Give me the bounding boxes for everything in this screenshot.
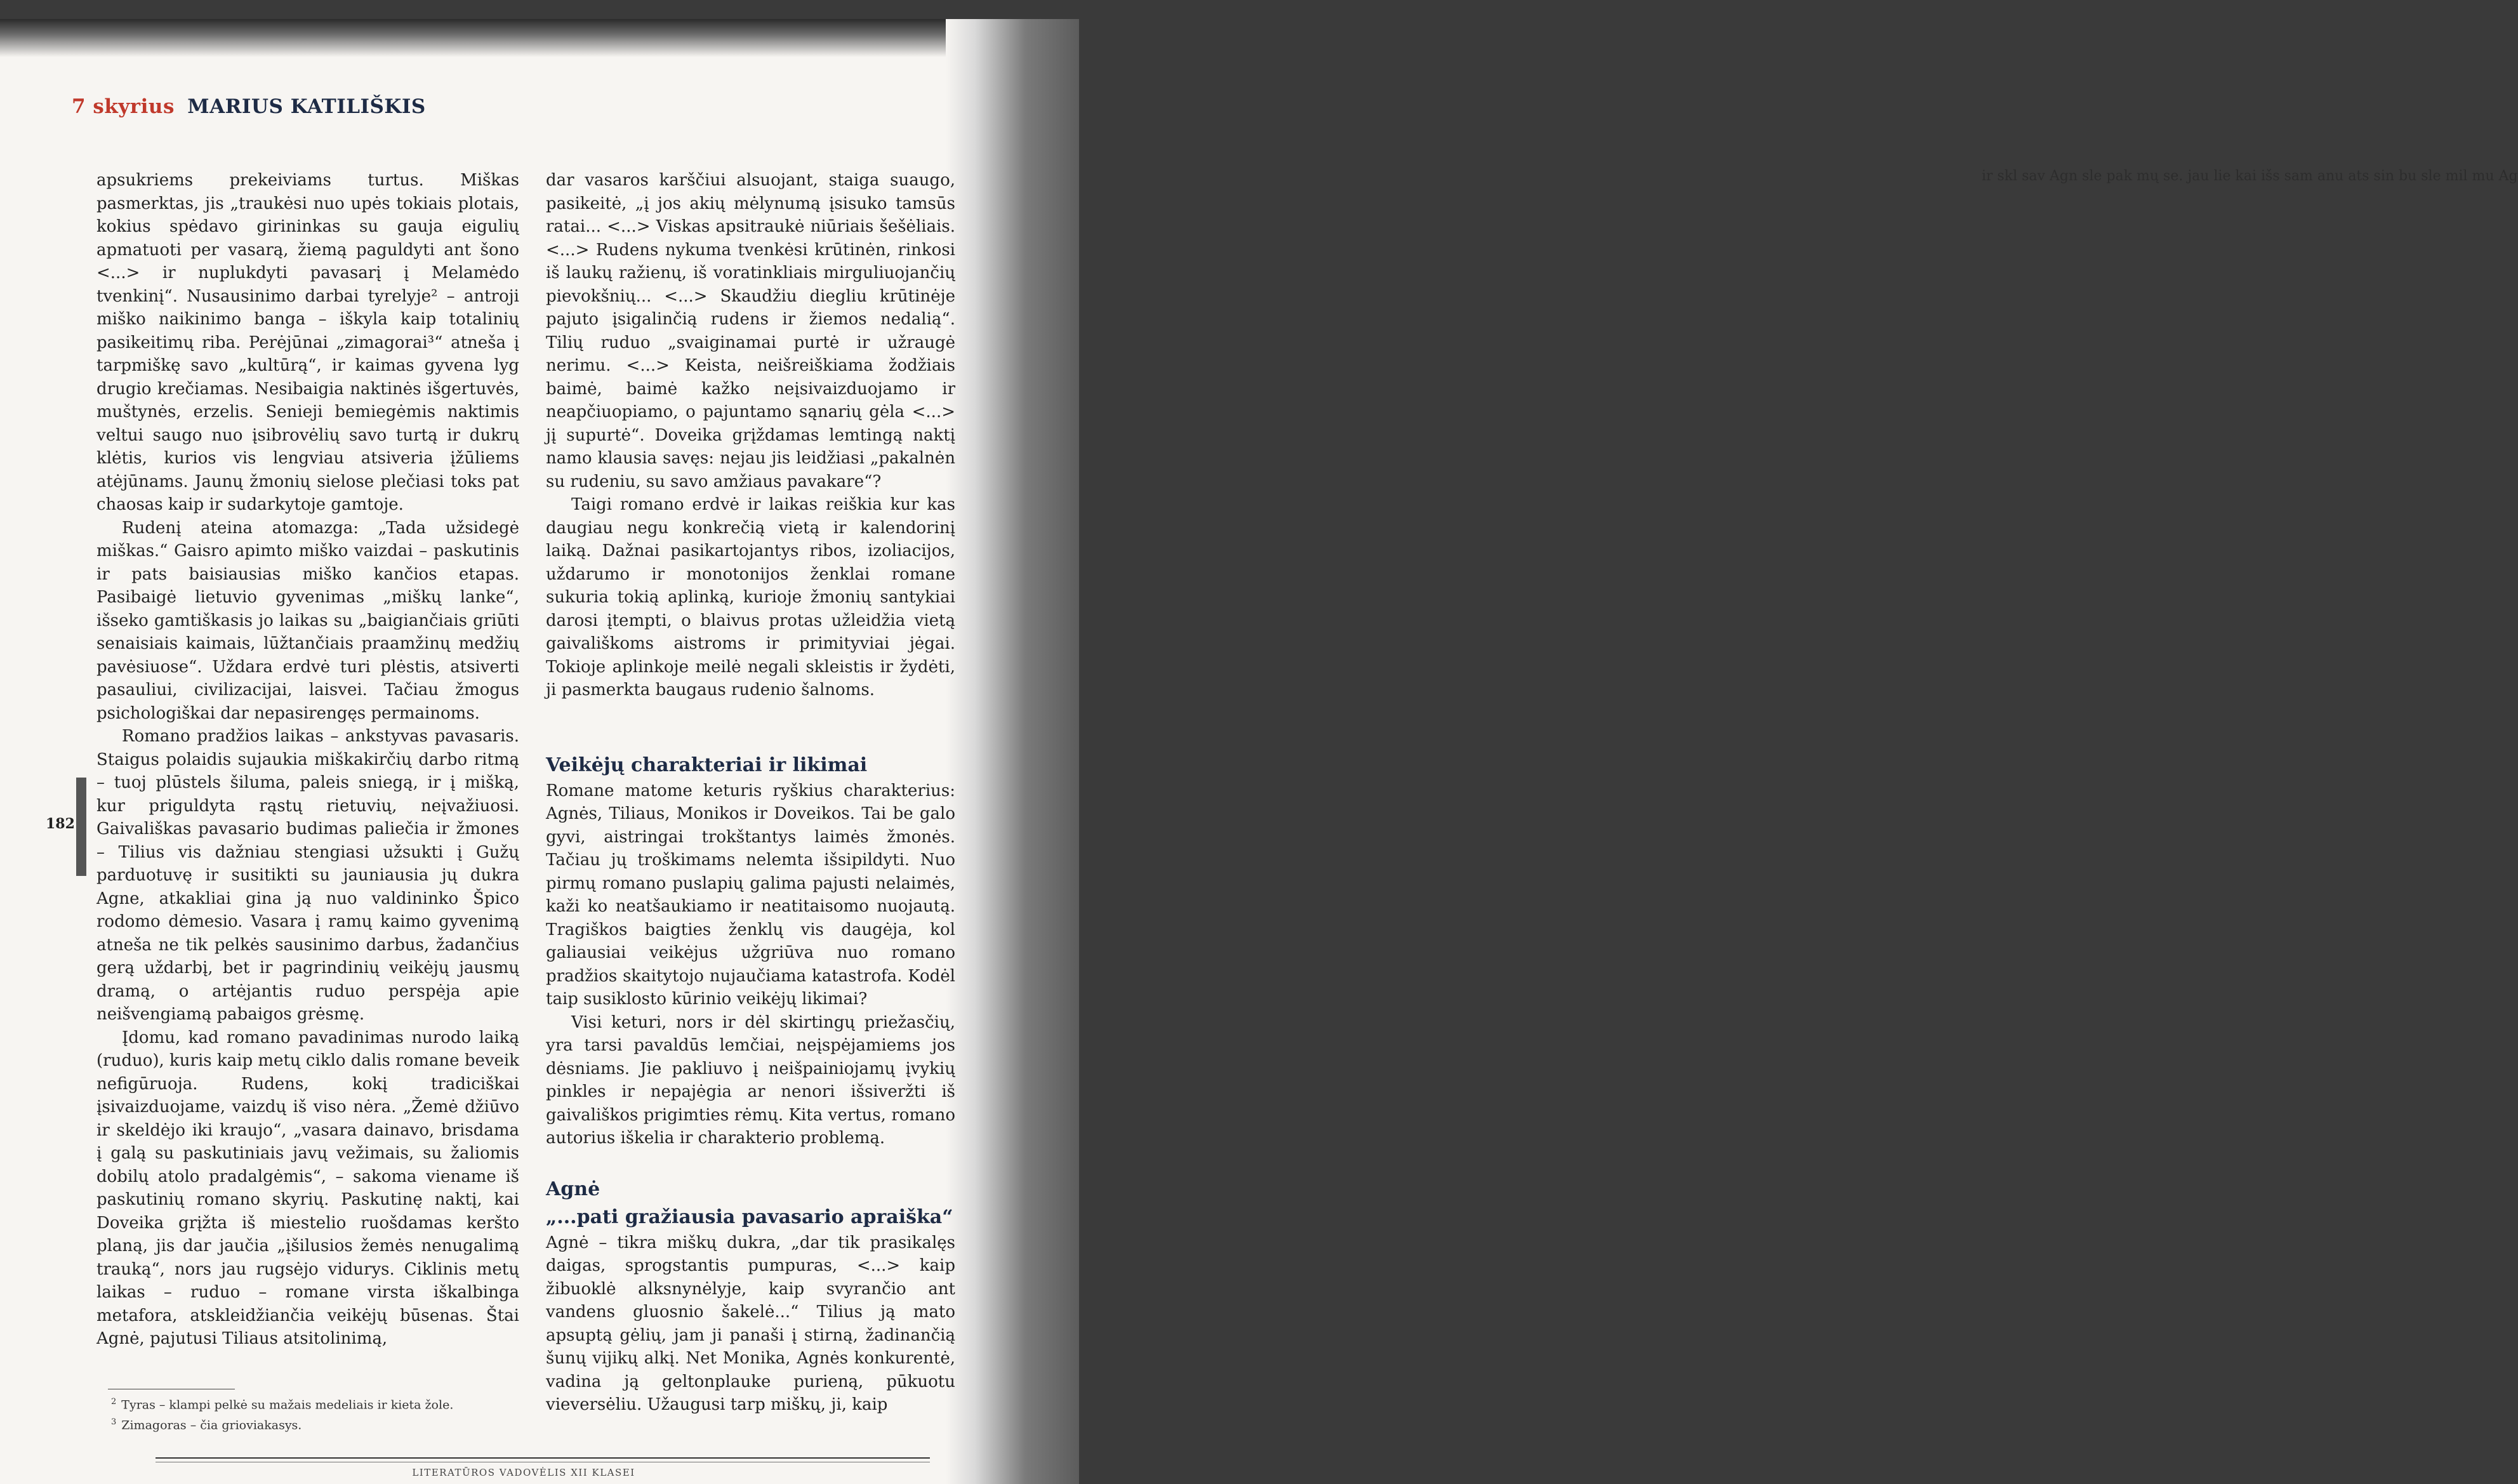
section-heading: Agnė <box>546 1177 600 1200</box>
page-number: 182 <box>46 816 75 832</box>
footnotes <box>111 1393 453 1434</box>
body-paragraph: apsukriems prekeiviams turtus. Miškas pasmerktas, jis „traukėsi nuo upės tokiais plotais, kokius spėdavo girininkas su gauja eigulių apmatuoti per vasarą, žiemą paguldyti ant šono <...> ir nuplukdyti pavasarį į Melamėdo tvenkinį“. Nusausinimo darbai tyrelyje² – antroji miško naikinimo banga – iškyla kaip totalinių pasikeitimų riba. Perėjūnai „zimagorai³“ atneša į tarpmiškę savo „kultūrą“, ir kaimas gyvena lyg drugio krečiamas. Nesibaigia naktinės išgertuvės, muštynės, erzelis. Senieji bemiegėmis naktimis veltui saugo nuo įsibrovėlių savo turtą ir dukrų klėtis, kurios vis lengviau atsiveria įžūliems atėjūnams. Jaunų žmonių sielose plečiasi toks pat chaosas kaip ir sudarkytoje gamtoje. <box>96 171 519 514</box>
body-paragraph: Romane matome keturis ryškius charakterius: Agnės, Tiliaus, Monikos ir Doveikos. Tai be galo gyvi, aistringai trokštantys laimės žmonės. Tačiau jų troškimams nelemta išsipildyti. Nuo pirmų romano puslapių galima pajusti nelaimės, kaži ko neatšaukiamo ir neatitaisomo nuojautą. Tragiškos baigties ženklų vis daugėja, kol galiausiai veikėjus užgriūva nuo romano pradžios skaitytojo nujaučiama katastrofa. Kodėl taip susiklosto kūrinio veikėjų likimai? <box>546 781 955 1009</box>
footnote-number: 3 <box>111 1417 117 1428</box>
adjacent-page-text: ir skl sav Agn sle pak mų se. jau lie kai išs sam anu ats sin bu sle mil mu Ag <box>1982 168 2518 184</box>
footer-rule <box>156 1457 930 1459</box>
chapter-label: 7 skyrius <box>72 95 175 118</box>
footnote-text: Tyras – klampi pelkė su mažais medeliais ir kieta žole. <box>121 1398 454 1412</box>
footnote <box>111 1393 453 1414</box>
left-column <box>96 169 519 1351</box>
right-column <box>546 169 955 1417</box>
adjacent-page-edge <box>946 19 2518 1484</box>
body-paragraph: Agnė – tikra miškų dukra, „dar tik prasikalęs daigas, sprogstantis pumpuras, <...> kaip žibuoklė alksnynėlyje, kaip svyrančio ant vandens gluosnio šakelė...“ Tilius ją mato apsuptą gėlių, jam ji panaši į stirną, žadinančią šunų vijikų alkį. Net Monika, Agnės konkurentė, vadina ją geltonplauke purieną, pūkuotu vieversėliu. Užaugusi tarp miškų, ji, kaip <box>546 1233 955 1414</box>
body-paragraph: Visi keturi, nors ir dėl skirtingų priežasčių, yra tarsi pavaldūs lemčiai, neįspėjamiems jos dėsniams. Jie pakliuvo į neišpainiojamų įvykių pinkles ir nepajėgia ar nenori išsiveržti iš gaivališkos prigimties rėmų. Kita vertus, romano autorius iškelia ir charakterio problemą. <box>546 1012 955 1148</box>
book-page <box>0 19 2518 1484</box>
body-paragraph: Taigi romano erdvė ir laikas reiškia kur kas daugiau negu konkrečią vietą ir kalendorinį laiką. Dažnai pasikartojantys ribos, izoliacijos, uždarumo ir monotonijos ženklai romane sukuria tokią aplinką, kurioje žmonių santykiai darosi įtempti, o blaivus protas užleidžia vietą gaivališkoms aistroms ir primityviai jėgai. Tokioje aplinkoje meilė negali skleistis ir žydėti, ji pasmerkta baugaus rudenio šalnoms. <box>546 495 955 699</box>
footnote-number: 2 <box>111 1397 117 1407</box>
footer-title: LITERATŪROS VADOVĖLIS XII KLASEI <box>412 1467 635 1478</box>
page-side-bar <box>76 778 86 876</box>
section-subheading: „...pati gražiausia pavasario apraiška“ <box>546 1205 953 1228</box>
author-name: MARIUS KATILIŠKIS <box>187 95 426 118</box>
body-paragraph: dar vasaros karščiui alsuojant, staiga suaugo, pasikeitė, „į jos akių mėlynumą įsisuko tamsūs ratai... <...> Viskas apsitraukė niūriais šešėliais. <...> Rudens nykuma tvenkėsi krūtinėn, rinkosi iš laukų ražienų, iš voratinkliais mirguliuojančių pievokšnių... <...> Skaudžiu diegliu krūtinėje pajuto įsigalinčią rudens ir žiemos nedalią“. Tilių ruduo „svaiginamai purtė ir užraugė nerimu. <...> Keista, neišreiškiama žodžiais baimė, baimė kažko neįsivaizduojamo ir neapčiuopiamo, o pajuntamo sąnarių gėla <...> jį supurtė“. Doveika grįždamas lemtingą naktį namo klausia savęs: nejau jis leidžiasi „pakalnėn su rudeniu, su savo amžiaus pavakare“? <box>546 171 955 491</box>
section-heading: Veikėjų charakteriai ir likimai <box>546 753 868 776</box>
body-paragraph: Romano pradžios laikas – ankstyvas pavasaris. Staigus polaidis sujaukia miškakirčių darbo ritmą – tuoj plūstels šiluma, paleis sniegą, ir į mišką, kur priguldyta rąstų rietuvių, neįvažiuosi. Gaivališkas pavasario budimas paliečia ir žmones – Tilius vis dažniau stengiasi užsukti į Gužų parduotuvę ir susitikti su jauniausia jų dukra Agne, atkakliai gina ją nuo valdininko Špico rodomo dėmesio. Vasara į ramų kaimo gyvenimą atneša ne tik pelkės sausinimo darbus, žadančius gerą uždarbį, bet ir pagrindinių veikėjų jausmų dramą, o artėjantis ruduo perspėja apie neišvengiamą pabaigos grėsmę. <box>96 727 519 1024</box>
body-paragraph: Rudenį ateina atomazga: „Tada užsidegė miškas.“ Gaisro apimto miško vaizdai – paskutinis ir pats baisiausias miško kančios etapas. Pasibaigė lietuvio gyvenimas „miškų lanke“, išseko gamtiškasis jo laikas su „baigiančiais griūti senaisiais kaimais, lūžtančiais praamžinų medžių pavėsiuose“. Uždara erdvė turi plėstis, atsiverti pasauliui, civilizacijai, laisvei. Tačiau žmogus psichologiškai dar nepasirengęs permainoms. <box>96 518 519 723</box>
footnote-text: Zimagoras – čia grioviakasys. <box>121 1418 302 1433</box>
scan-top-shadow <box>0 19 1079 57</box>
body-paragraph: Įdomu, kad romano pavadinimas nurodo laiką (ruduo), kuris kaip metų ciklo dalis romane beveik nefigūruoja. Rudens, kokį tradiciškai įsivaizduojame, vaizdų iš viso nėra. „Žemė džiūvo ir skeldėjo iki kraujo“, „vasara dainavo, brisdama į galą su paskutiniais javų vežimais, su žaliomis dobilų atolo pradalgėmis“, – sakoma viename iš paskutinių romano skyrių. Paskutinę naktį, kai Doveika grįžta iš miestelio ruošdamas keršto planą, jis dar jaučia „įšilusios žemės nenugalimą trauką“, nors jau rugsėjo vidurys. Ciklinis metų laikas – ruduo – romane virsta iškalbinga metafora, atskleidžiančia veikėjų būsenas. Štai Agnė, pajutusi Tiliaus atsitolinimą, <box>96 1028 519 1348</box>
running-header <box>72 95 426 118</box>
footnote <box>111 1414 453 1434</box>
